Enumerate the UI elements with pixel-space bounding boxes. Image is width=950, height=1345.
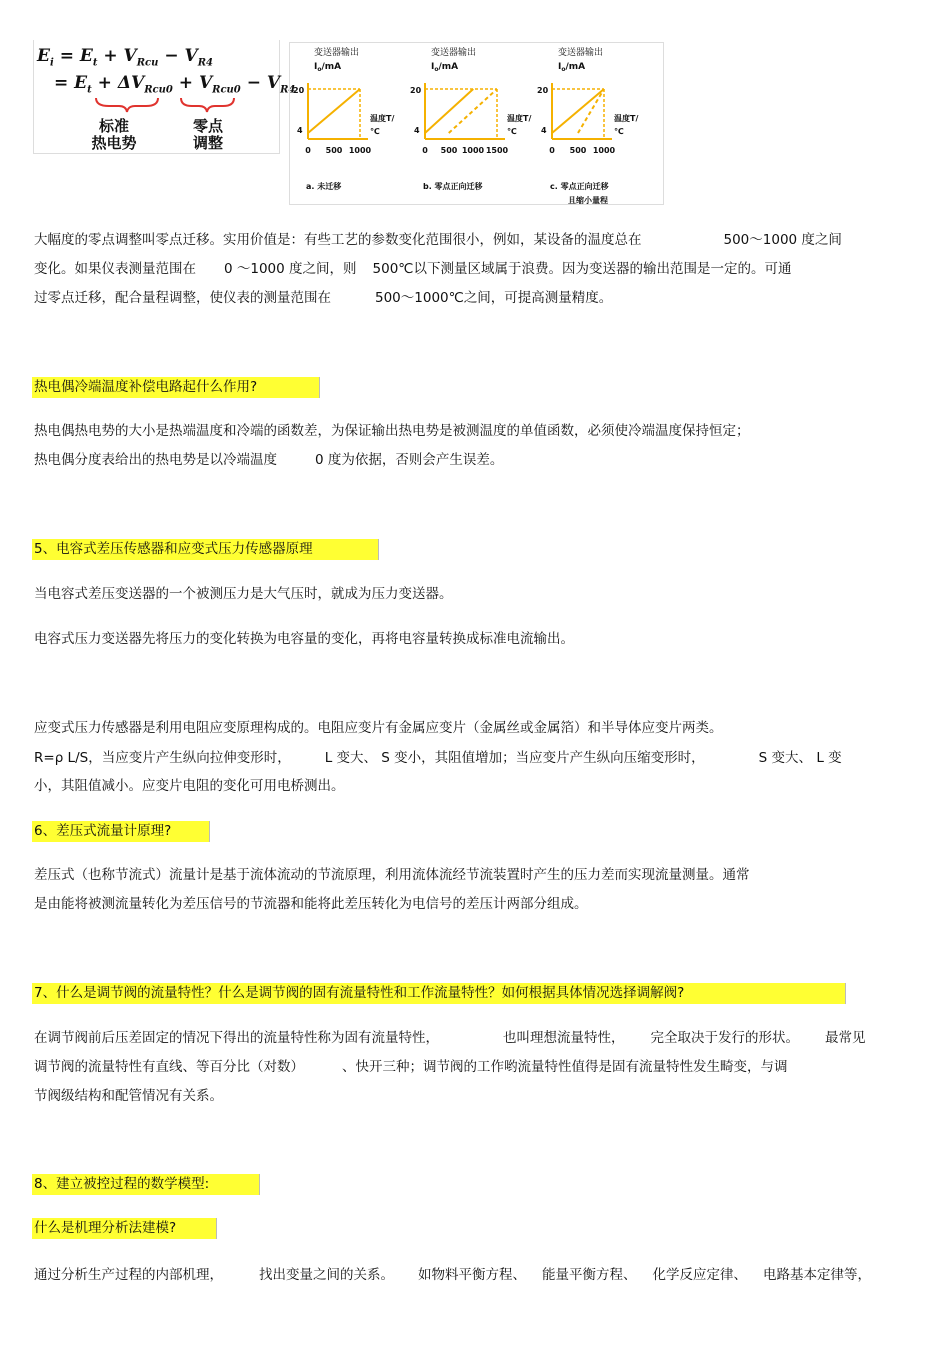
p5-line-1: 应变式压力传感器是利用电阻应变原理构成的。电阻应变片有金属应变片（金属丝或金属箔）和半导体应变片两类。 <box>34 720 723 736</box>
p1-line-1: 大幅度的零点调整叫零点迁移。实用价值是：有些工艺的参数变化范围很小，例如，某设备的温度总在 500～1000 度之间 <box>34 232 842 248</box>
chart-0-caption: a. 未迁移 <box>306 182 342 191</box>
chart-2-xunit: ℃ <box>614 127 624 136</box>
transmitter-charts-figure <box>289 42 664 205</box>
chart-0-ytick-20: 20 <box>293 86 305 95</box>
chart-0-ylabel: 变送器输出 <box>314 48 360 58</box>
chart-2-caption: c. 零点正向迁移 <box>550 182 609 191</box>
chart-1-xlabel: 温度T/ <box>507 114 532 123</box>
chart-1-xunit: ℃ <box>507 127 517 136</box>
p1-line-3: 过零点迁移，配合量程调整，使仪表的测量范围在 500～1000℃之间，可提高测量精度。 <box>34 290 613 306</box>
chart-2-xtick-2: 1000 <box>592 146 616 155</box>
p7-line-3: 节阀级结构和配管情况有关系。 <box>34 1088 223 1104</box>
chart-2-caption2: 且缩小量程 <box>568 196 608 204</box>
chart-1-xtick-2: 1000 <box>461 146 485 155</box>
formula-figure <box>33 40 296 154</box>
chart-2-yunit: $I_o/mA$ <box>558 62 586 73</box>
label-standard-emf: 标准 热电势 <box>91 117 137 152</box>
chart-1-series-1 <box>449 89 497 133</box>
p7-line-1: 在调节阀前后压差固定的情况下得出的流量特性称为固有流量特性， 也叫理想流量特性， 完全取决于发行的形状。 最常见 <box>34 1030 866 1046</box>
transmitter-charts <box>290 43 663 204</box>
heading-process-model: 8、建立被控过程的数学模型: <box>32 1174 260 1195</box>
p6-line-2: 是由能将被测流量转化为差压信号的节流器和能将此差压转化为电信号的差压计两部分组成。 <box>34 896 588 912</box>
p5-line-2: R=ρ L/S，当应变片产生纵向拉伸变形时， L 变大、 S 变小，其阻值增加；当应变片产生纵向压缩变形时， S 变大、 L 变 <box>34 750 842 766</box>
chart-1-series-0 <box>425 89 473 133</box>
p2-line-2: 热电偶分度表给出的热电势是以冷端温度 0 度为依据，否则会产生误差。 <box>34 452 504 468</box>
chart-1-xtick-3: 1500 <box>485 146 509 155</box>
chart-0-ytick-4: 4 <box>297 126 303 135</box>
p2-line-1: 热电偶热电势的大小是热端温度和冷端的函数差，为保证输出热电势是被测温度的单值函数，必须使冷端温度保持恒定； <box>34 423 750 439</box>
heading-mechanism-analysis: 什么是机理分析法建模? <box>32 1218 217 1239</box>
chart-2-series-0 <box>552 89 604 133</box>
chart-2-series-1 <box>578 89 604 133</box>
label-zero-adjust: 零点 调整 <box>192 117 223 152</box>
chart-1-ylabel: 变送器输出 <box>431 48 477 58</box>
heading-capacitive-sensor: 5、电容式差压传感器和应变式压力传感器原理 <box>32 539 379 560</box>
chart-2-xtick-1: 500 <box>569 146 587 155</box>
p7-line-2: 调节阀的流量特性有直线、等百分比（对数） 、快开三种；调节阀的工作哟流量特性值得是固有流量特性发生畸变，与调 <box>34 1059 788 1075</box>
chart-0-series-0 <box>308 89 360 133</box>
chart-2-xlabel: 温度T/ <box>614 114 639 123</box>
chart-0-xtick-0: 0 <box>305 146 311 155</box>
heading-diff-pressure-flowmeter: 6、差压式流量计原理? <box>32 821 210 842</box>
chart-0-xlabel: 温度T/ <box>370 114 395 123</box>
heading-cold-junction: 热电偶冷端温度补偿电路起什么作用? <box>32 377 320 398</box>
formula-row-2: = $E_t + \Delta V_{Rcu0} + V_{Rcu0} - V_{R4}$ <box>54 73 296 96</box>
heading-valve-flow-characteristics: 7、什么是调节阀的流量特性？什么是调节阀的固有流量特性和工作流量特性？如何根据具体情况选择调解阀? <box>32 983 846 1004</box>
chart-0-xunit: ℃ <box>370 127 380 136</box>
chart-1-xtick-1: 500 <box>440 146 458 155</box>
chart-1-xtick-0: 0 <box>422 146 428 155</box>
chart-1-caption: b. 零点正向迁移 <box>423 182 483 191</box>
p1-line-2: 变化。如果仪表测量范围在 0 ～1000 度之间，则 500℃以下测量区域属于浪费。因为变送器的输出范围是一定的。可通 <box>34 261 792 277</box>
chart-2-ytick-4: 4 <box>541 126 547 135</box>
chart-0-xtick-2: 1000 <box>348 146 372 155</box>
chart-0-yunit: $I_o/mA$ <box>314 62 342 73</box>
formula-row-1: $E_i = E_t + V_{Rcu} - V_{R4}$ <box>37 46 213 69</box>
p4: 电容式压力变送器先将压力的变化转换为电容量的变化，再将电容量转换成标准电流输出。 <box>34 631 574 647</box>
chart-1-ytick-4: 4 <box>414 126 420 135</box>
p3: 当电容式差压变送器的一个被测压力是大气压时，就成为压力变送器。 <box>34 586 453 602</box>
chart-1-ytick-20: 20 <box>410 86 422 95</box>
chart-0-xtick-1: 500 <box>325 146 343 155</box>
chart-1-yunit: $I_o/mA$ <box>431 62 459 73</box>
chart-2-ylabel: 变送器输出 <box>558 48 604 58</box>
chart-2-ytick-20: 20 <box>537 86 549 95</box>
chart-2-xtick-0: 0 <box>549 146 555 155</box>
p8-line-1: 通过分析生产过程的内部机理， 找出变量之间的关系。 如物料平衡方程、 能量平衡方程、 化学反应定律、 电路基本定律等， <box>34 1267 871 1283</box>
p6-line-1: 差压式（也称节流式）流量计是基于流体流动的节流原理，利用流体流经节流装置时产生的压力差而实现流量测量。通常 <box>34 867 750 883</box>
p5-line-3: 小，其阻值减小。应变片电阻的变化可用电桥测出。 <box>34 778 345 794</box>
